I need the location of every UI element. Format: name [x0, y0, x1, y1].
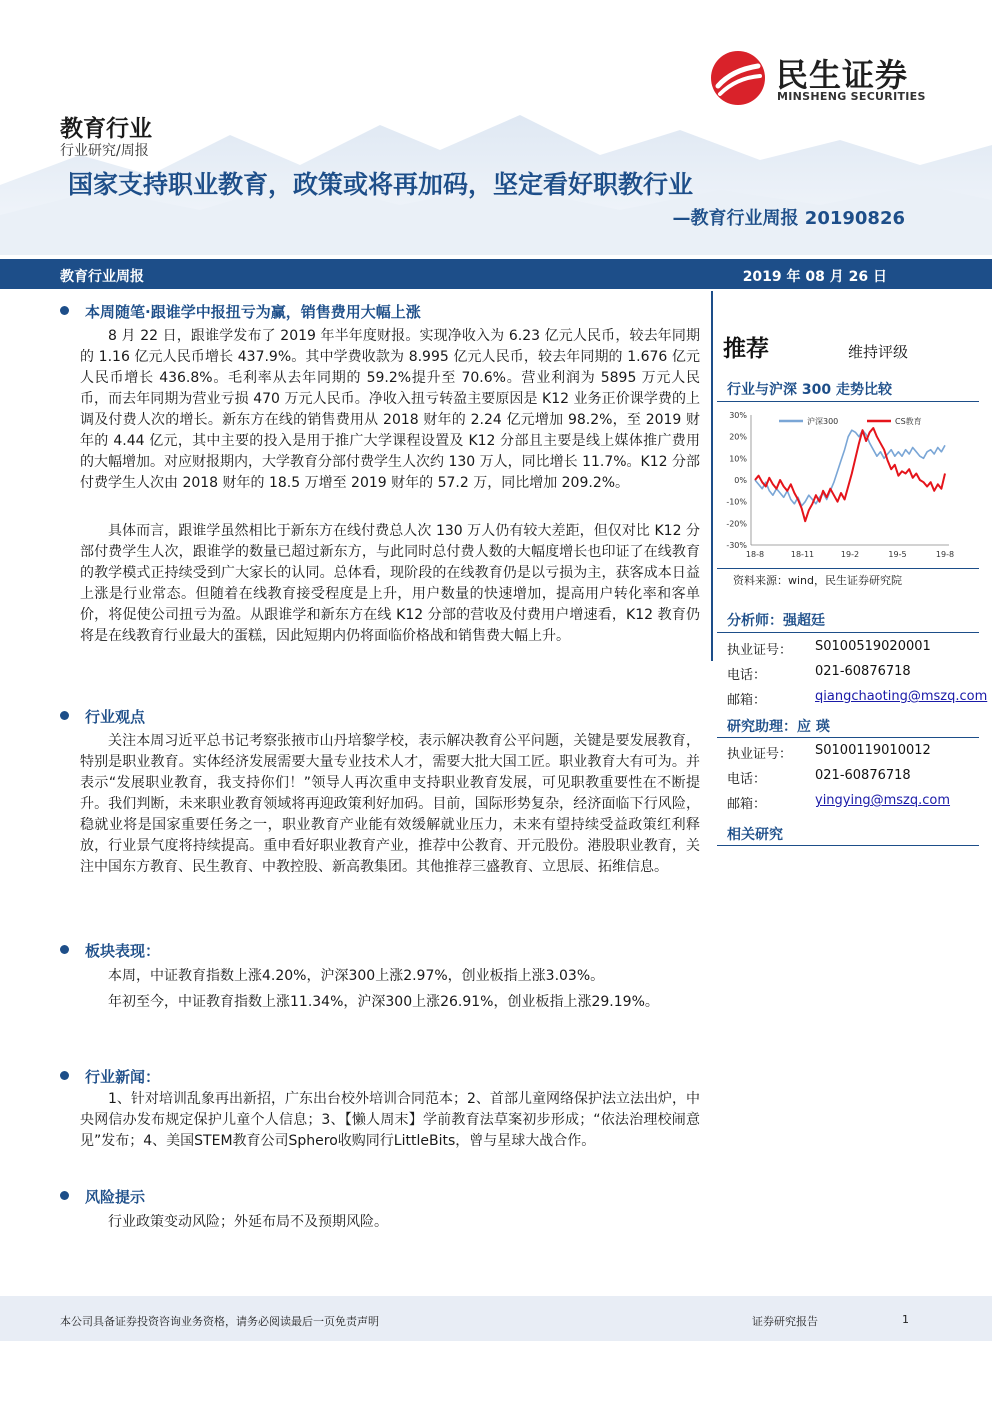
section-risk-heading: 风险提示 [60, 1186, 145, 1207]
report-category: 行业研究/周报 [60, 143, 149, 159]
analyst-heading: 分析师：强超廷 [727, 613, 825, 629]
view-paragraph: 关注本周习近平总书记考察张掖市山丹培黎学校，表示解决教育公平问题，关键是要发展教育，特别是职业教育。实体经济发展需要大量专业技术人才，需要大批大国工匠。职业教育大有可为。并表示“发展职业教育，我支持你们！”领导人再次重申支持职业教育发展，可见职教重要性在不断提升。我们判断，未来职业教育领域将再迎政策利好加码。目前，国际形势复杂，经济面临下行风险，稳就业将是国家重要任务之一，职业教育产业能有效缓解就业压力，未来有望持续受益政策红利释放，行业景气度将持续提高。重申看好职业教育产业，推荐中公教育、开元股份。港股职业教育，关注中国东方教育、民生教育、中教控股、新高教集团。其他推荐三盛教育、立思辰、拓维信息。 [80, 733, 700, 875]
chart-title: 行业与沪深 300 走势比较 [727, 382, 892, 398]
x-tick-label: 19-2 [840, 550, 860, 559]
rating-status: 维持评级 [848, 343, 909, 361]
x-tick-label: 19-5 [888, 550, 907, 559]
divider [717, 568, 979, 569]
bullet-icon [60, 306, 69, 315]
brand-name-en: MINSHENG SECURITIES [777, 90, 926, 103]
legend-label: 沪深300 [807, 417, 839, 426]
analyst-email-label: 邮箱： [727, 693, 767, 708]
section-sector-heading: 板块表现： [60, 940, 160, 961]
report-date: 2019 年 08 月 26 日 [742, 269, 887, 285]
assistant-phone: 021-60876718 [815, 768, 911, 783]
y-tick-label: -30% [726, 541, 747, 550]
y-tick-label: -10% [726, 497, 747, 507]
x-tick-label: 18-8 [745, 550, 765, 559]
minsheng-logo-icon [710, 50, 766, 106]
news-paragraph: 1、针对培训乱象再出新招，广东出台校外培训合同范本；2、首部儿童网络保护法立法出炉，中央网信办发布规定保护儿童个人信息；3、【懒人周末】学前教育法草案初步形成；“依法治理校闹意见”发布；4、美国STEM教育公司Sphero收购同行LittleBits，曾与星球大战合作。 [80, 1091, 700, 1149]
assistant-email-label: 邮箱： [727, 797, 767, 812]
trend-chart [717, 405, 979, 568]
y-tick-label: 20% [729, 432, 747, 442]
legend-label: CS教育 [895, 417, 922, 426]
brand-name-cn: 民生证券 [776, 56, 909, 94]
weekly-paragraph-2: 具体而言，跟谁学虽然相比于新东方在线付费总人次 130 万人仍有较大差距，但仅对比 K12 分部付费学生人次，跟谁学的数量已超过新东方，与此同时总付费人数的大幅度增长也印证了在线教育的教学模式正持续受到广大家长的认同。总体看，现阶段的在线教育仍是以亏损为主，获客成本日益上涨是行业常态。但随着在线教育接受程度是上升，用户数量的快速增加，提高用户转化率和客单价，将促使公司扭亏为盈。从跟谁学和新东方在线 K12 分部的营收及付费用户增速看，K12 教育仍将是在线教育行业最大的蛋糕，因此短期内仍将面临价格战和销售费大幅上升。 [80, 523, 700, 644]
analyst-cert: S0100519020001 [815, 639, 931, 654]
sector-paragraph-1: 本周，中证教育指数上涨4.20%，沪深300上涨2.97%，创业板指上涨3.03%。 [108, 968, 605, 984]
analyst-email-link[interactable]: qiangchaoting@mszq.com [815, 689, 988, 704]
divider [717, 632, 979, 633]
analyst-phone-label: 电话： [727, 668, 767, 683]
related-research-heading: 相关研究 [727, 827, 783, 843]
assistant-heading: 研究助理：应 瑛 [727, 719, 830, 735]
bullet-icon [60, 945, 69, 954]
x-tick-label: 18-11 [790, 550, 815, 559]
section-view-heading: 行业观点 [60, 706, 145, 727]
recommendation: 推荐 [723, 336, 769, 362]
section-weekly-heading: 本周随笔·跟谁学中报扭亏为赢，销售费用大幅上涨 [60, 301, 421, 322]
sector-paragraph-2: 年初至今，中证教育指数上涨11.34%，沪深300上涨26.91%，创业板指上涨29.19%。 [108, 994, 659, 1010]
weekly-paragraph-1: 8 月 22 日，跟谁学发布了 2019 年半年度财报。实现净收入为 6.23 亿元人民币，较去年同期的 1.16 亿元人民币增长 437.9%。其中学费收款为 8.995 亿元人民币，较去年同期的 1.676 亿元人民币增长 436.8%。毛利率从去年同期的 59.2%提升至 70.6%。营业利润为 5895 万元人民币，而去年同期为营业亏损 470 万元人民币。净收入扭亏转盈主要原因是 K12 业务正价课学费的上调及付费人次的增长。新东方在线的销售费用从 2018 财年的 2.24 亿元增加 98.2%，至 2019 财年的 4.44 亿元，其中主要的投入是用于推广大学课程设置及 K12 分部且主要是线上媒体推广费用的大幅增加。对应财报期内，大学教育分部付费学生人次约 130 万人，同比增长 11.7%。K12 分部付费学生人次由 2018 财年的 18.5 万增至 2019 财年的 57.2 万，同比增加 209.2%。 [80, 328, 700, 491]
y-tick-label: -20% [726, 519, 747, 529]
column-divider [711, 291, 713, 661]
assistant-email-link[interactable]: yingying@mszq.com [815, 793, 951, 808]
assistant-phone-label: 电话： [727, 772, 767, 787]
series-line-2 [755, 428, 945, 521]
footer-report-type: 证券研究报告 [752, 1315, 818, 1328]
chart-source: 资料来源：wind，民生证券研究院 [733, 574, 903, 587]
y-tick-label: 0% [734, 476, 747, 485]
industry-label: 教育行业 [60, 116, 152, 142]
report-title: 国家支持职业教育，政策或将再加码，坚定看好职教行业 [68, 170, 694, 199]
report-series-label: 教育行业周报 [60, 269, 144, 285]
assistant-cert: S0100119010012 [815, 743, 931, 758]
report-subtitle: —教育行业周报 20190826 [672, 208, 905, 229]
bullet-icon [60, 711, 69, 720]
bullet-icon [60, 1191, 69, 1200]
divider [717, 845, 979, 846]
risk-paragraph: 行业政策变动风险；外延布局不及预期风险。 [108, 1214, 388, 1230]
x-tick-label: 19-8 [935, 550, 955, 559]
section-news-heading: 行业新闻： [60, 1066, 160, 1087]
divider [717, 737, 979, 738]
page-number: 1 [902, 1313, 909, 1326]
divider [717, 401, 979, 402]
footer-disclaimer: 本公司具备证券投资咨询业务资格，请务必阅读最后一页免责声明 [60, 1315, 379, 1328]
analyst-cert-label: 执业证号： [727, 643, 793, 658]
series-line-1 [755, 430, 945, 506]
analyst-phone: 021-60876718 [815, 664, 911, 679]
bullet-icon [60, 1071, 69, 1080]
assistant-cert-label: 执业证号： [727, 747, 793, 762]
y-tick-label: 30% [729, 411, 747, 420]
y-tick-label: 10% [729, 454, 747, 464]
